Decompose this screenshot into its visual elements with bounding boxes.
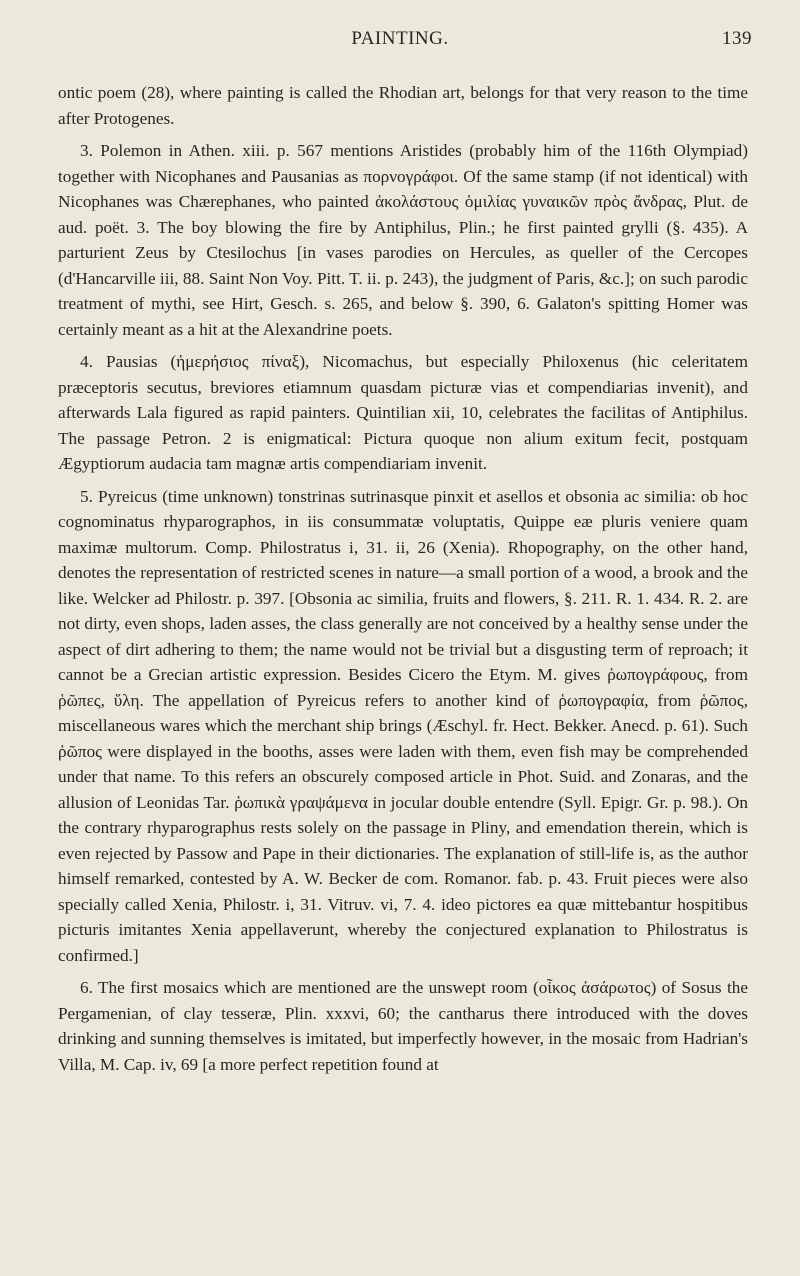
paragraph-note-3: 3. Polemon in Athen. xiii. p. 567 mentions Aristides (probably him of the 116th Olympiad) together with Nicophanes and Pausanias as πορνογράφοι. Of the same stamp (if not identical) with Nicophanes was Chærephanes, who painted ἀκολάστους ὁμιλίας γυναικῶν πρὸς ἄνδρας, Plut. de aud. poët. 3. The boy blowing the fire by Antiphilus, Plin.; he first painted grylli (§. 435). A parturient Zeus by Ctesilochus [in vases parodies on Hercules, as queller of the Cercopes (d'Hancarville iii, 88. Saint Non Voy. Pitt. T. ii. p. 243), the judgment of Paris, &c.]; on such parodic treatment of mythi, see Hirt, Gesch. s. 265, and below §. 390, 6. Galaton's spitting Homer was certainly meant as a hit at the Alexandrine poets. bbox=[58, 141, 748, 339]
paragraph-note-4: 4. Pausias (ἡμερήσιος πίναξ), Nicomachus, but especially Philoxenus (hic celeritatem præceptoris secutus, breviores etiamnum quasdam picturæ vias et compendiarias invenit), and afterwards Lala figured as rapid painters. Quintilian xii, 10, celebrates the facilitas of Antiphilus. The passage Petron. 2 is enigmatical: Pictura quoque non alium exitum fecit, postquam Ægyptiorum audacia tam magnæ artis compendiariam invenit. bbox=[58, 352, 748, 473]
paragraph-continuation: ontic poem (28), where painting is called the Rhodian art, belongs for that very reason to the time after Protogenes. bbox=[58, 83, 748, 128]
paragraph-note-5: 5. Pyreicus (time unknown) tonstrinas sutrinasque pinxit et asellos et obsonia ac similia: ob hoc cognominatus rhyparographos, in iis consummatæ voluptatis, Quippe eæ pluris veniere quam maximæ multorum. Comp. Philostratus i, 31. ii, 26 (Xenia). Rhopography, on the other hand, denotes the representation of restricted scenes in nature—a small portion of a wood, a brook and the like. Welcker ad Philostr. p. 397. [Obsonia ac similia, fruits and flowers, §. 211. R. 1. 434. R. 2. are not dirty, even shops, laden asses, the class generally are not conceived by a healthy sense under the aspect of dirt adhering to them; the name would not be trivial but a disgusting term of reproach; it cannot be a Grecian artistic expression. Besides Cicero the Etym. M. gives ῥωπογράφους, from ῥῶπες, ὕλη. The appellation of Pyreicus refers to another kind of ῥωπογραφία, from ῥῶπος, miscellaneous wares which the merchant ship brings (Æschyl. fr. Hect. Bekker. Anecd. p. 61). Such ῥῶπος were displayed in the booths, asses were laden with them, even fish may be comprehended under that name. To this refers an obscurely composed article in Phot. Suid. and Zonaras, and the allusion of Leonidas Tar. ῥωπικὰ γραψάμενα in jocular double entendre (Syll. Epigr. Gr. p. 98.). On the contrary rhyparographus rests solely on the passage in Pliny, and emendation therein, which is even rejected by Passow and Pape in their dictionaries. The explanation of still-life is, as the author himself remarked, contested by A. W. Becker de com. Romanor. fab. p. 43. Fruit pieces were also specially called Xenia, Philostr. i, 31. Vitruv. vi, 7. 4. ideo pictores ea quæ mittebantur hospitibus picturis imitantes Xenia appellaverunt, whereby the conjectured explanation to Philostratus is confirmed.] bbox=[58, 486, 748, 965]
page-header bbox=[0, 28, 800, 54]
body-text bbox=[58, 80, 748, 1077]
page-number: 139 bbox=[722, 28, 752, 49]
paragraph-note-6: 6. The first mosaics which are mentioned are the unswept room (οἶκος ἀσάρωτος) of Sosus the Pergamenian, of clay tesseræ, Plin. xxxvi, 60; the cantharus there introduced with the doves drinking and sunning themselves is imitated, but imperfectly however, in the mosaic from Hadrian's Villa, M. Cap. iv, 69 [a more perfect repetition found at bbox=[58, 978, 748, 1074]
running-title: PAINTING. bbox=[351, 28, 449, 49]
